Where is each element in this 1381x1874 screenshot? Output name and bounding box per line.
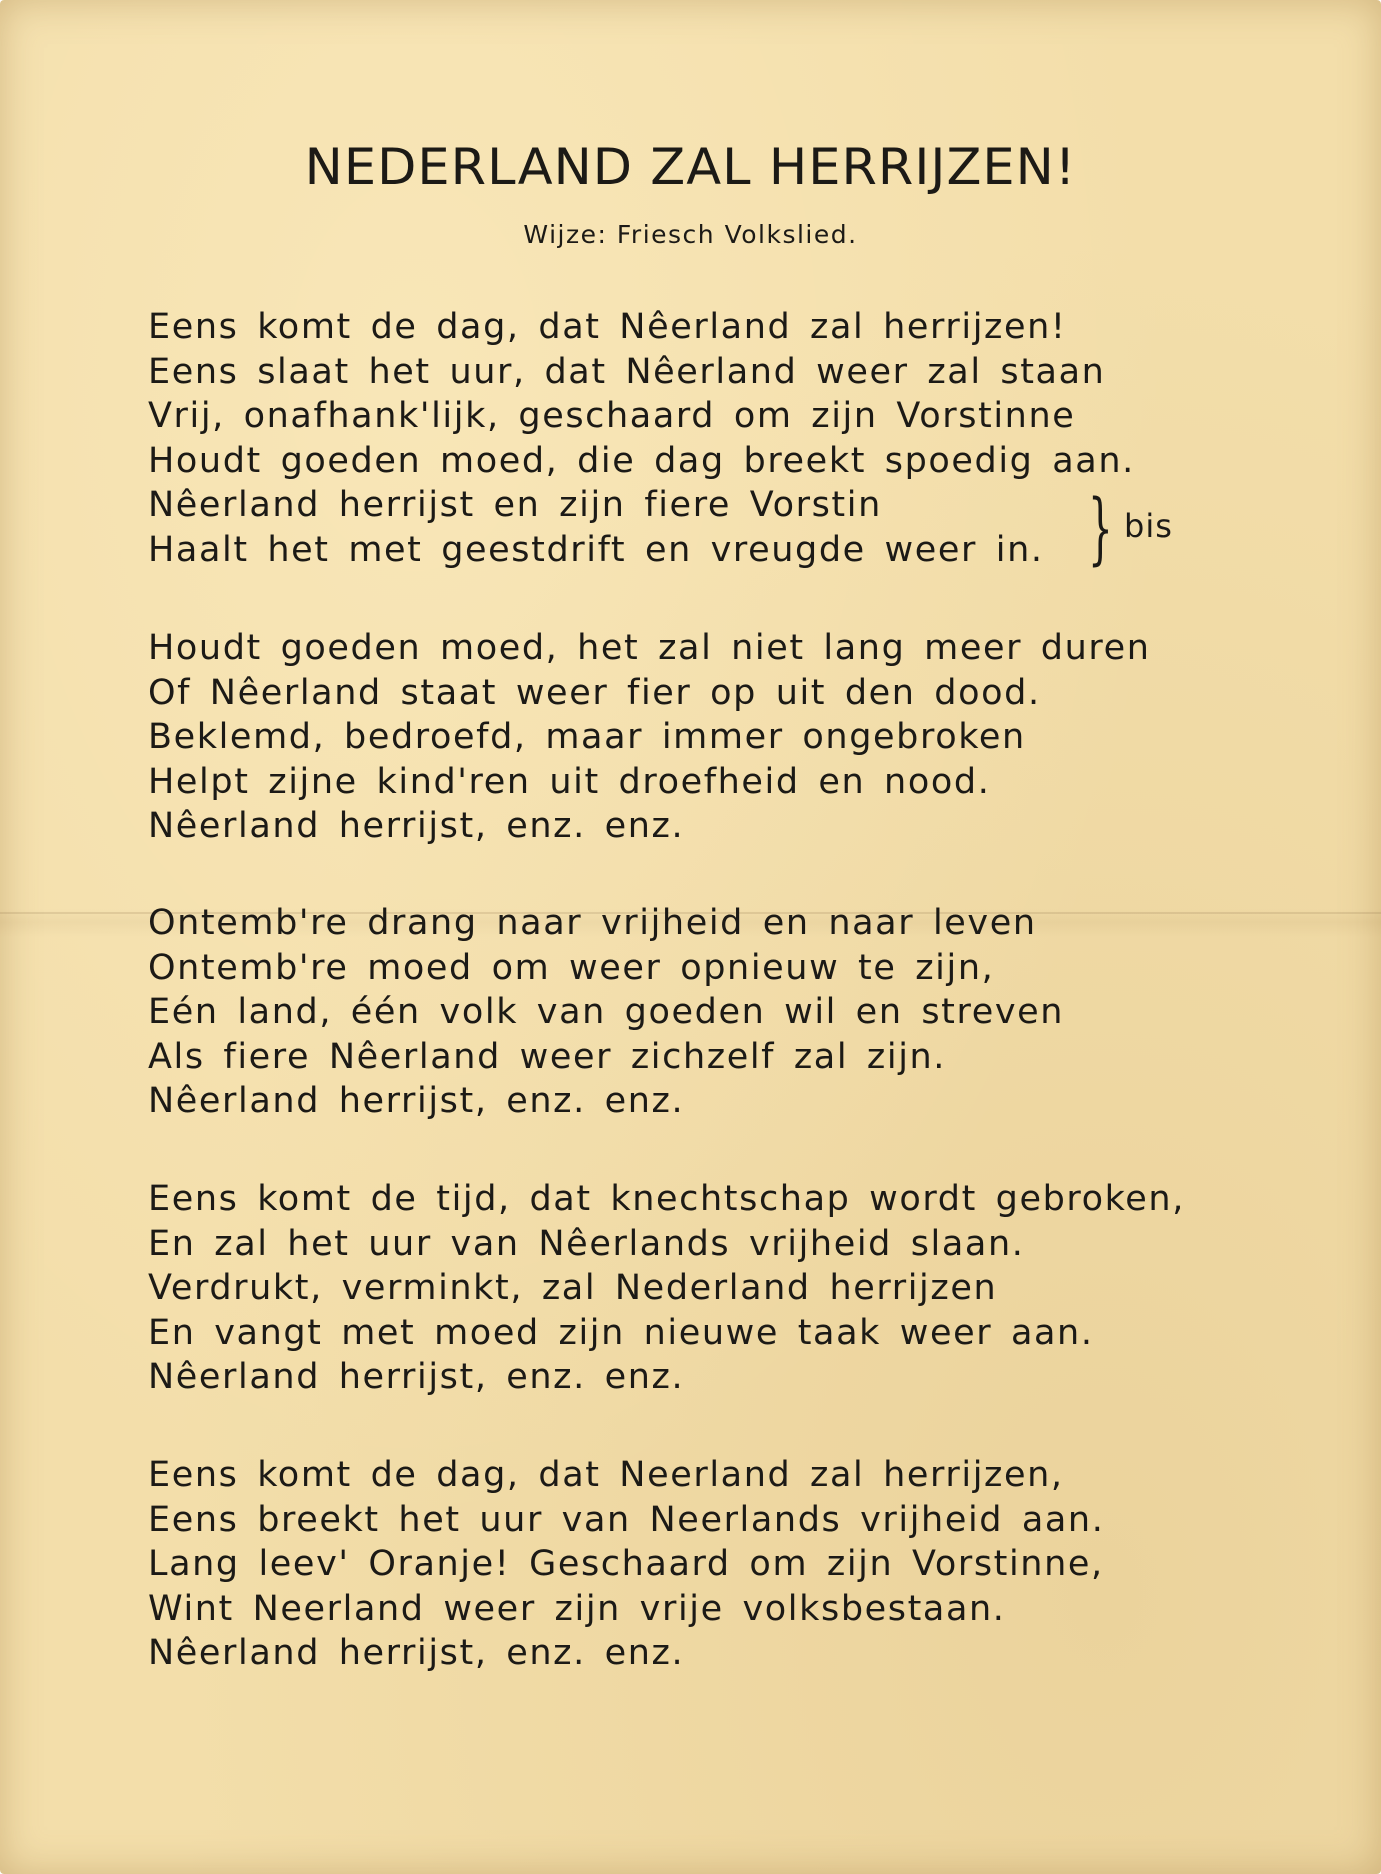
verse-line: Eens komt de dag, dat Neerland zal herrijzen, <box>148 1455 1064 1495</box>
verse-line: Eén land, één volk van goeden wil en streven <box>148 992 1065 1032</box>
repeat-marker <box>1088 484 1178 577</box>
verse-2 <box>148 626 1151 849</box>
verse-line: En zal het uur van Nêerlands vrijheid slaan. <box>148 1223 1025 1264</box>
curly-brace-icon: } <box>1088 484 1113 574</box>
verse-line: Ontemb're drang naar vrijheid en naar leven <box>148 903 1037 943</box>
verse-line: Vrij, onafhank'lijk, geschaard om zijn Vorstinne <box>148 396 1076 436</box>
refrain-line: Haalt het met geestdrift en vreugde weer in. <box>148 529 1044 570</box>
refrain-line: Nêerland herrijst, enz. enz. <box>148 1357 685 1397</box>
verse-line: Eens komt de dag, dat Nêerland zal herrijzen! <box>148 307 1067 347</box>
verse-line: Houdt goeden moed, die dag breekt spoedig aan. <box>148 440 1135 481</box>
verse-line: Als fiere Nêerland weer zichzelf zal zijn. <box>148 1036 947 1077</box>
verse-line: Beklemd, bedroefd, maar immer ongebroken <box>148 717 1026 757</box>
refrain-line: Nêerland herrijst, enz. enz. <box>148 1633 685 1673</box>
verse-line: Eens breekt het uur van Neerlands vrijheid aan. <box>148 1499 1105 1540</box>
verse-line: Lang leev' Oranje! Geschaard om zijn Vorstinne, <box>148 1544 1104 1584</box>
tune-note: Wijze: Friesch Volkslied. <box>523 220 858 249</box>
repeat-mark-label: bis <box>1124 507 1173 545</box>
verse-line: Verdrukt, verminkt, zal Nederland herrijzen <box>148 1268 998 1308</box>
verse-line: Helpt zijne kind'ren uit droefheid en nood. <box>148 761 991 802</box>
verse-4 <box>148 1177 1185 1400</box>
song-title: NEDERLAND ZAL HERRIJZEN! <box>304 138 1077 196</box>
verse-line: En vangt met moed zijn nieuwe taak weer aan. <box>148 1312 1094 1353</box>
verse-line: Wint Neerland weer zijn vrije volksbestaan. <box>148 1588 1006 1629</box>
verse-line: Ontemb're moed om weer opnieuw te zijn, <box>148 947 995 988</box>
verse-line: Houdt goeden moed, het zal niet lang meer duren <box>148 628 1151 668</box>
verse-line: Of Nêerland staat weer fier op uit den dood. <box>148 672 1041 713</box>
verse-1 <box>148 305 1135 572</box>
refrain-line: Nêerland herrijst en zijn fiere Vorstin <box>148 485 882 525</box>
verse-5 <box>148 1453 1104 1676</box>
refrain-line: Nêerland herrijst, enz. enz. <box>148 1081 685 1121</box>
verse-3 <box>148 901 1064 1124</box>
refrain-line: Nêerland herrijst, enz. enz. <box>148 806 685 846</box>
verse-line: Eens slaat het uur, dat Nêerland weer zal staan <box>148 351 1106 392</box>
verse-line: Eens komt de tijd, dat knechtschap wordt gebroken, <box>148 1179 1185 1219</box>
